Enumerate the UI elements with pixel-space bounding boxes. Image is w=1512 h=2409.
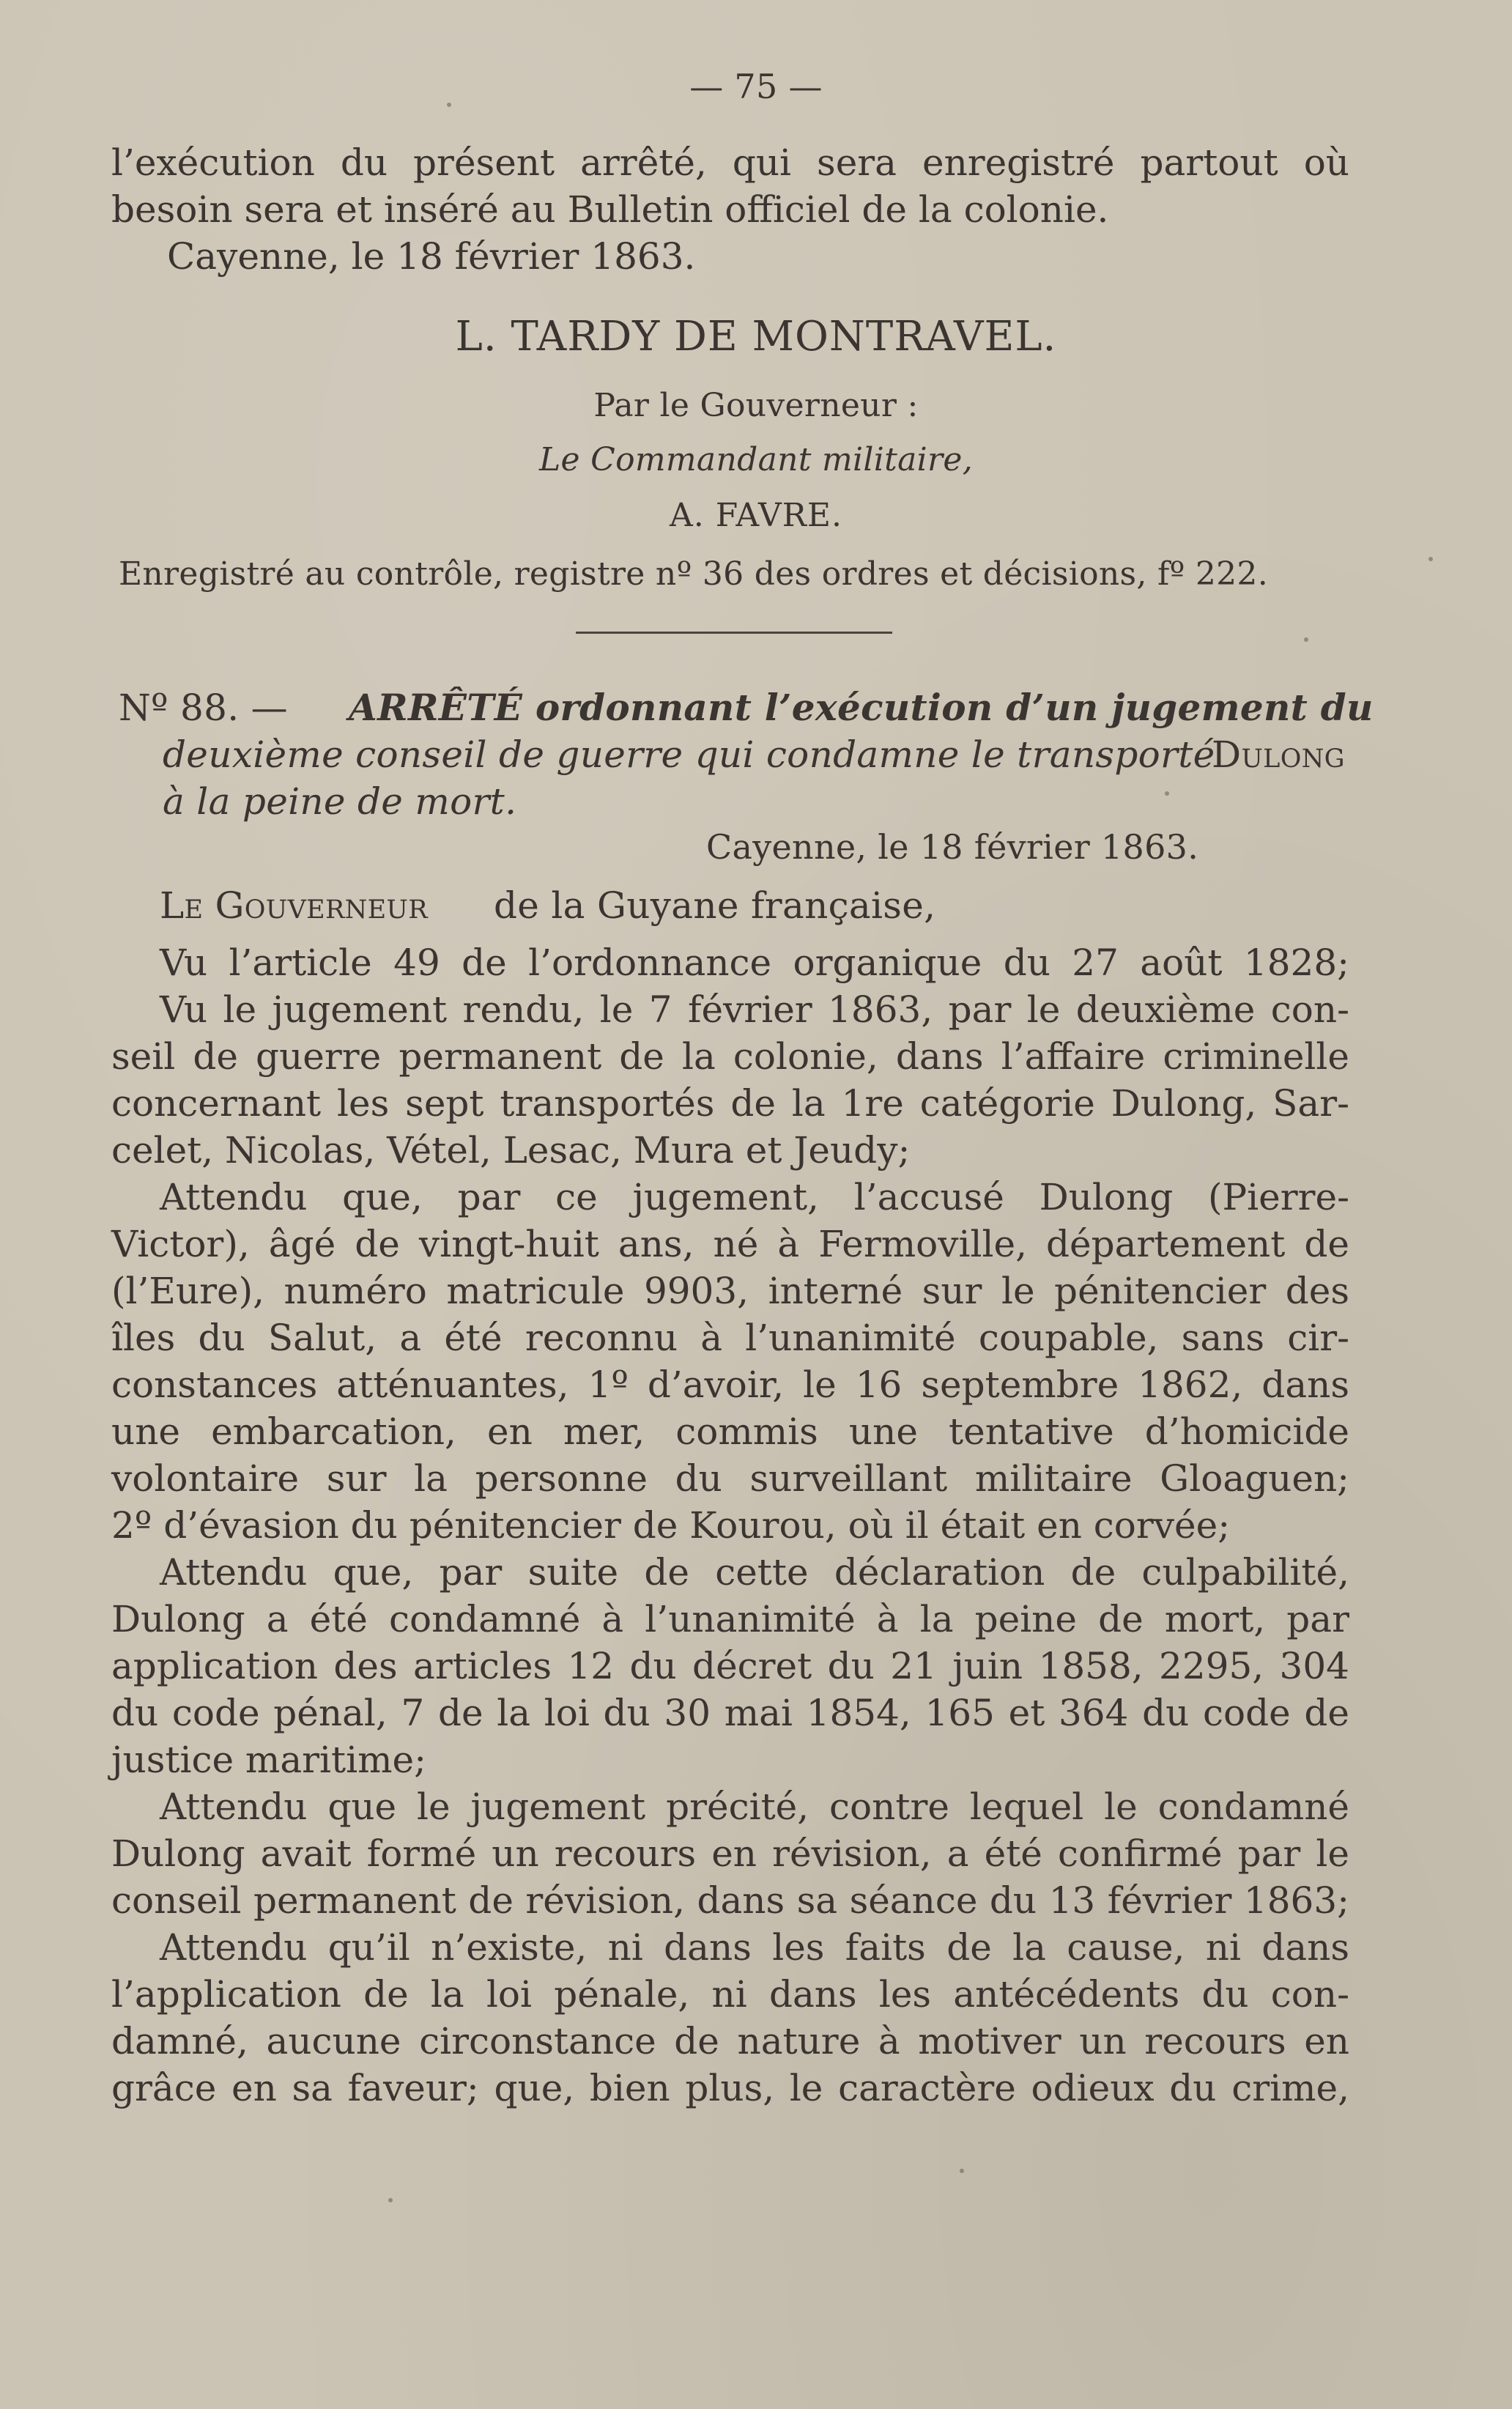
body-line: celet, Nicolas, Vétel, Lesac, Mura et Jeudy; xyxy=(111,1129,911,1172)
body-line: Vu le jugement rendu, le 7 février 1863, par le deuxième con- xyxy=(160,988,1349,1031)
body-line: grâce en sa faveur; que, bien plus, le caractère odieux du crime, xyxy=(111,2067,1349,2109)
decree-number: Nº 88. — xyxy=(119,687,288,729)
body-line: volontaire sur la personne du surveillant militaire Gloaguen; xyxy=(111,1457,1349,1500)
body-line: application des articles 12 du décret du 21 juin 1858, 2295, 304 xyxy=(111,1645,1349,1687)
decree-title-name: Dulong xyxy=(1212,733,1345,776)
body-line: îles du Salut, a été reconnu à l’unanimité coupable, sans cir- xyxy=(111,1317,1349,1359)
text-line: besoin sera et inséré au Bulletin officiel de la colonie. xyxy=(111,188,1109,231)
par-le-gouverneur: Par le Gouverneur : xyxy=(593,387,919,424)
body-line: seil de guerre permanent de la colonie, dans l’affaire criminelle xyxy=(111,1035,1349,1078)
gouverneur-heading-rest: de la Guyane française, xyxy=(494,884,936,927)
decree-title-line: deuxième conseil de guerre qui condamne le transporté xyxy=(163,733,1215,776)
paper-speck xyxy=(388,2198,393,2202)
body-line: du code pénal, 7 de la loi du 30 mai 1854, 165 et 364 du code de xyxy=(111,1692,1349,1734)
body-line: une embarcation, en mer, commis une tentative d’homicide xyxy=(111,1410,1349,1453)
decree-date: Cayenne, le 18 février 1863. xyxy=(706,827,1199,867)
commandant-militaire: Le Commandant militaire, xyxy=(538,441,973,478)
body-line: Attendu qu’il n’existe, ni dans les faits de la cause, ni dans xyxy=(160,1926,1349,1969)
paper-speck xyxy=(447,103,451,107)
decree-title-line: ARRÊTÉ ordonnant l’exécution d’un jugement du xyxy=(349,686,1374,729)
body-line: Attendu que le jugement précité, contre lequel le condamné xyxy=(160,1786,1349,1828)
body-line: Attendu que, par suite de cette déclaration de culpabilité, xyxy=(160,1551,1349,1594)
body-line: Attendu que, par ce jugement, l’accusé Dulong (Pierre- xyxy=(160,1176,1349,1218)
paper-speck xyxy=(1304,637,1308,642)
gouverneur-heading: Le Gouverneur xyxy=(160,884,428,927)
paper-speck xyxy=(1428,557,1433,561)
decree-title-line: à la peine de mort. xyxy=(163,780,517,823)
body-line: conseil permanent de révision, dans sa séance du 13 février 1863; xyxy=(111,1879,1349,1922)
body-line: (l’Eure), numéro matricule 9903, interné sur le pénitencier des xyxy=(111,1270,1349,1312)
body-line: constances atténuantes, 1º d’avoir, le 16 septembre 1862, dans xyxy=(111,1363,1349,1406)
body-line: l’application de la loi pénale, ni dans les antécédents du con- xyxy=(111,1973,1349,2016)
body-line: concernant les sept transportés de la 1re catégorie Dulong, Sar- xyxy=(111,1082,1349,1125)
text-line: Cayenne, le 18 février 1863. xyxy=(167,235,696,278)
body-line: justice maritime; xyxy=(111,1739,426,1781)
paper-speck xyxy=(1165,791,1169,796)
text-line: l’exécution du présent arrêté, qui sera enregistré partout où xyxy=(111,141,1349,184)
signatory-favre: A. FAVRE. xyxy=(669,497,843,534)
body-line: Dulong avait formé un recours en révision, a été confirmé par le xyxy=(111,1832,1349,1875)
separator-rule xyxy=(576,632,892,634)
signature: L. TARDY DE MONTRAVEL. xyxy=(455,313,1057,360)
body-line: 2º d’évasion du pénitencier de Kourou, où il était en corvée; xyxy=(111,1504,1231,1547)
body-line: Victor), âgé de vingt-huit ans, né à Fermoville, département de xyxy=(111,1223,1349,1265)
body-line: damné, aucune circonstance de nature à motiver un recours en xyxy=(111,2020,1349,2062)
body-line: Dulong a été condamné à l’unanimité à la peine de mort, par xyxy=(111,1598,1349,1640)
paper-speck xyxy=(960,2169,964,2173)
body-line: Vu l’article 49 de l’ordonnance organique du 27 août 1828; xyxy=(160,941,1349,984)
page-number: — 75 — xyxy=(689,67,823,106)
registration-note: Enregistré au contrôle, registre nº 36 des ordres et décisions, fº 222. xyxy=(119,555,1269,593)
